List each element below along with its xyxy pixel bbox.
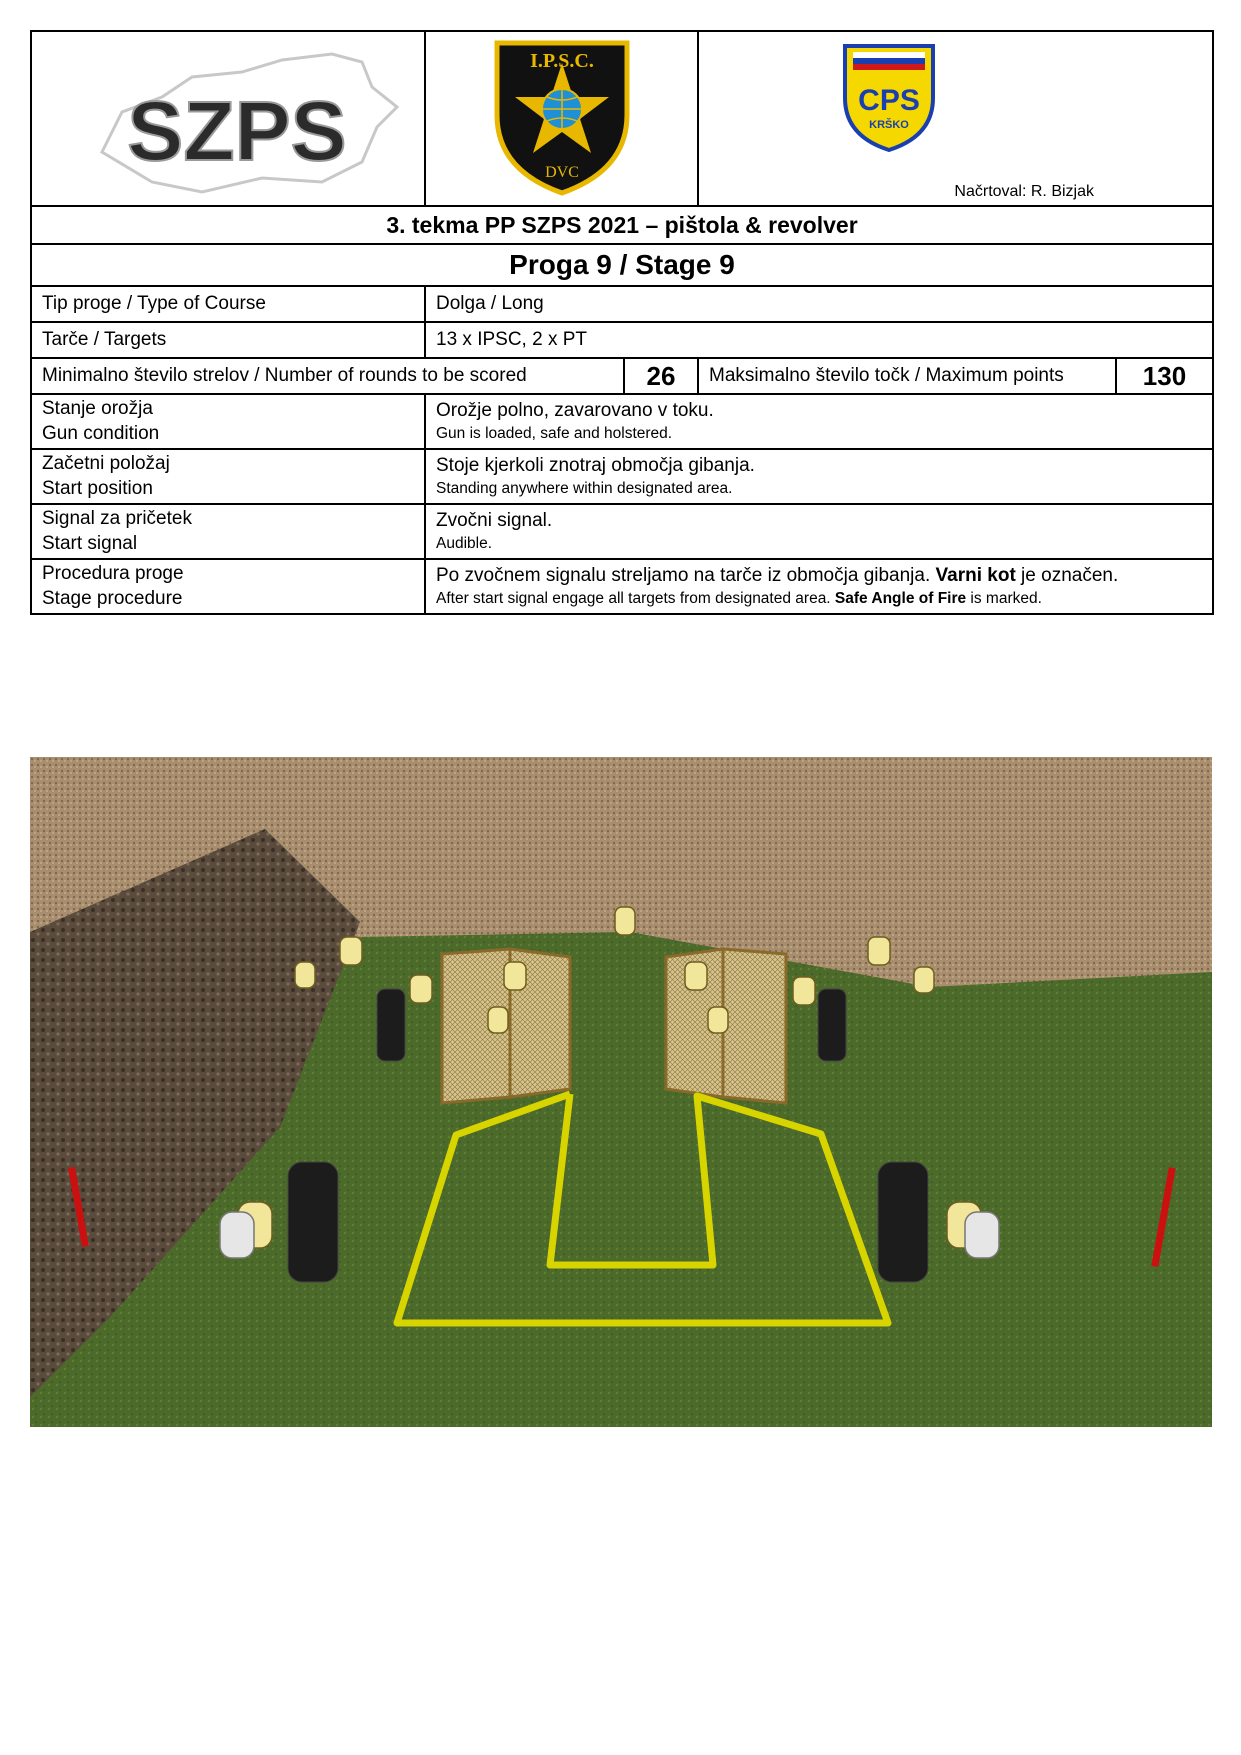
szps-logo-text: SZPS xyxy=(127,84,347,178)
start-signal-label xyxy=(31,504,425,559)
start-position-label-en: Start position xyxy=(42,477,153,499)
gun-condition-value-sl: Orožje polno, zavarovano v toku. xyxy=(436,400,714,422)
szps-logo-cell xyxy=(31,31,425,206)
min-rounds-label: Minimalno število strelov / Number of rounds to be scored xyxy=(31,358,624,394)
start-position-value-sl: Stoje kjerkoli znotraj območja gibanja. xyxy=(436,455,755,477)
gun-condition-label-en: Gun condition xyxy=(42,422,160,444)
course-type-label: Tip proge / Type of Course xyxy=(31,286,425,322)
ipsc-logo-cell xyxy=(425,31,698,206)
procedure-sl-text: Po zvočnem signalu streljamo na tarče iz območja gibanja. xyxy=(436,565,936,587)
procedure-en-bold: Safe Angle of Fire xyxy=(834,589,967,607)
max-points-label: Maksimalno število točk / Maximum points xyxy=(698,358,1116,394)
match-title: 3. tekma PP SZPS 2021 – pištola & revolver xyxy=(31,206,1213,244)
stage-brief-sheet xyxy=(30,30,1212,615)
targets-label: Tarče / Targets xyxy=(31,322,425,358)
start-position-label xyxy=(31,449,425,504)
ipsc-motto: DVC xyxy=(544,164,579,181)
targets-value: 13 x IPSC, 2 x PT xyxy=(425,322,1213,358)
procedure-label-en: Stage procedure xyxy=(42,587,183,609)
szps-logo xyxy=(42,32,434,200)
start-position-value-en: Standing anywhere within designated area. xyxy=(436,479,733,497)
cps-logo-cell xyxy=(698,31,1213,206)
start-position-label-sl: Začetni položaj xyxy=(42,452,170,474)
cps-logo-text: CPS xyxy=(858,84,920,117)
stage-brief-table xyxy=(30,30,1214,615)
ipsc-shield-logo xyxy=(487,35,637,197)
procedure-value-sl xyxy=(436,564,1202,589)
stage-3d-render xyxy=(30,757,1212,1427)
start-position-value xyxy=(425,449,1213,504)
gun-condition-value-en: Gun is loaded, safe and holstered. xyxy=(436,424,673,442)
procedure-sl-bold: Varni kot xyxy=(935,565,1016,587)
stage-layout-illustration xyxy=(30,757,1212,1427)
start-signal-value-sl: Zvočni signal. xyxy=(436,510,553,532)
min-rounds-value: 26 xyxy=(624,358,698,394)
procedure-sl-text-end: je označen. xyxy=(1015,565,1119,587)
procedure-en-text: After start signal engage all targets from designated area. xyxy=(436,589,835,607)
start-signal-value-en: Audible. xyxy=(436,534,493,552)
start-signal-label-sl: Signal za pričetek xyxy=(42,507,192,529)
start-signal-label-en: Start signal xyxy=(42,532,138,554)
start-signal-value xyxy=(425,504,1213,559)
cps-shield-logo xyxy=(839,36,939,154)
designer-credit: Načrtoval: R. Bizjak xyxy=(954,183,1094,200)
procedure-en-text-end: is marked. xyxy=(966,589,1042,607)
gun-condition-value xyxy=(425,394,1213,449)
procedure-value xyxy=(425,559,1213,614)
ipsc-logo-text: I.P.S.C. xyxy=(529,50,594,72)
gun-condition-label xyxy=(31,394,425,449)
max-points-value: 130 xyxy=(1116,358,1213,394)
procedure-label xyxy=(31,559,425,614)
gun-condition-label-sl: Stanje orožja xyxy=(42,397,153,419)
procedure-label-sl: Procedura proge xyxy=(42,562,184,584)
stage-title: Proga 9 / Stage 9 xyxy=(31,244,1213,286)
cps-logo-subtext: KRŠKO xyxy=(869,119,909,131)
course-type-value: Dolga / Long xyxy=(425,286,1213,322)
procedure-value-en xyxy=(436,589,1202,609)
